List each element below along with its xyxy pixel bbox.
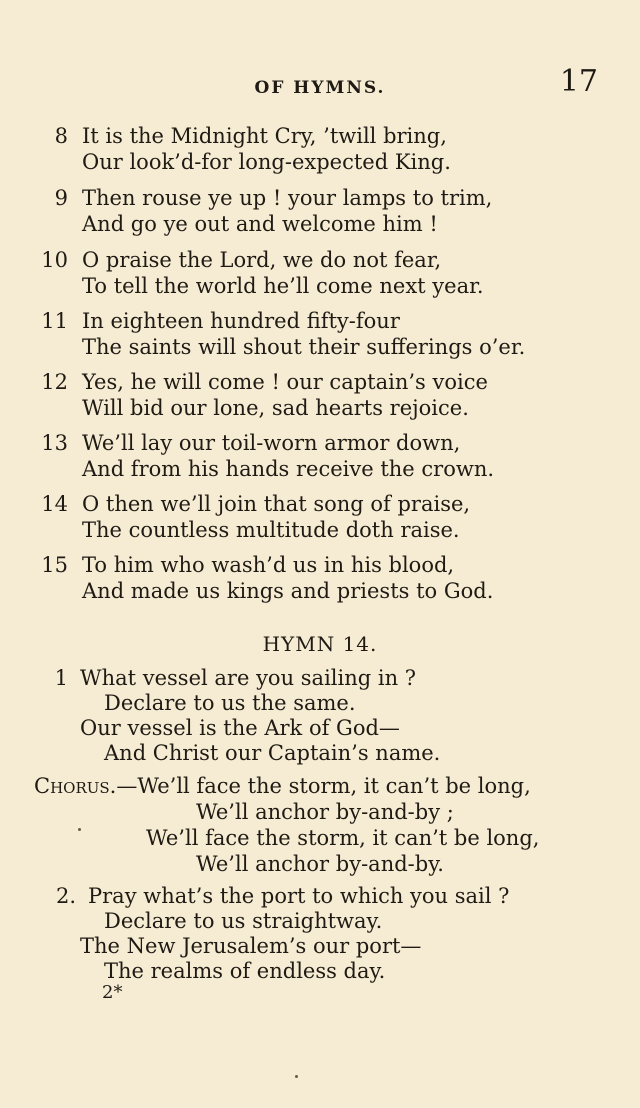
verse-line: To him who wash’d us in his blood, <box>82 553 455 577</box>
verse-line: Then rouse ye up ! your lamps to trim, <box>82 186 493 210</box>
chorus-label: Chorus. <box>34 774 117 798</box>
verse-line: And made us kings and priests to God. <box>82 579 494 603</box>
ink-speck <box>295 1075 298 1078</box>
verse-number: 13 <box>41 431 68 455</box>
verse-line: Declare to us the same. <box>104 691 356 715</box>
verse-number: 12 <box>41 370 68 394</box>
chorus-line: —We’ll face the storm, it can’t be long, <box>116 774 531 798</box>
verse-line: Will bid our lone, sad hearts rejoice. <box>82 396 469 420</box>
verse-number: 14 <box>41 492 68 516</box>
verse-line: O then we’ll join that song of praise, <box>82 492 471 516</box>
verse-line: What vessel are you sailing in ? <box>80 666 417 690</box>
verse-number: 9 <box>54 186 68 210</box>
ink-speck <box>78 828 81 831</box>
verse-line: In eighteen hundred fifty-four <box>82 309 400 333</box>
verse-line: The realms of endless day. <box>104 959 386 983</box>
verse-line: Declare to us straightway. <box>104 909 383 933</box>
verse-line: Pray what’s the port to which you sail ? <box>88 884 510 908</box>
verse-line: The New Jerusalem’s our port— <box>80 934 422 958</box>
verse-line: And Christ our Captain’s name. <box>104 741 441 765</box>
verse-line: O praise the Lord, we do not fear, <box>82 248 442 272</box>
verse-line: We’ll lay our toil-worn armor down, <box>82 431 461 455</box>
page-number: 17 <box>559 64 598 99</box>
chorus-line: We’ll anchor by-and-by. <box>196 852 444 876</box>
hymn-title: HYMN 14. <box>262 632 378 656</box>
verse-line: The saints will shout their sufferings o’er. <box>82 335 526 359</box>
verse-line: And from his hands receive the crown. <box>82 457 495 481</box>
verse-number: 1 <box>54 666 68 690</box>
verse-number: 8 <box>54 124 68 148</box>
verse-number: 10 <box>41 248 68 272</box>
verse-line: And go ye out and welcome him ! <box>82 212 438 236</box>
verse-number: 11 <box>41 309 68 333</box>
verse-number: 2. <box>55 884 76 908</box>
verse-line: Our look’d-for long-expected King. <box>82 150 451 174</box>
chorus-line: We’ll face the storm, it can’t be long, <box>146 826 540 850</box>
chorus-line: We’ll anchor by-and-by ; <box>196 800 454 824</box>
running-title: OF HYMNS. <box>254 78 386 98</box>
signature-mark: 2* <box>102 982 123 1003</box>
verse-line: Our vessel is the Ark of God— <box>80 716 400 740</box>
verse-line: The countless multitude doth raise. <box>82 518 460 542</box>
verse-line: Yes, he will come ! our captain’s voice <box>82 370 488 394</box>
verse-line: To tell the world he’ll come next year. <box>82 274 484 298</box>
verse-number: 15 <box>41 553 68 577</box>
verse-line: It is the Midnight Cry, ’twill bring, <box>82 124 447 148</box>
